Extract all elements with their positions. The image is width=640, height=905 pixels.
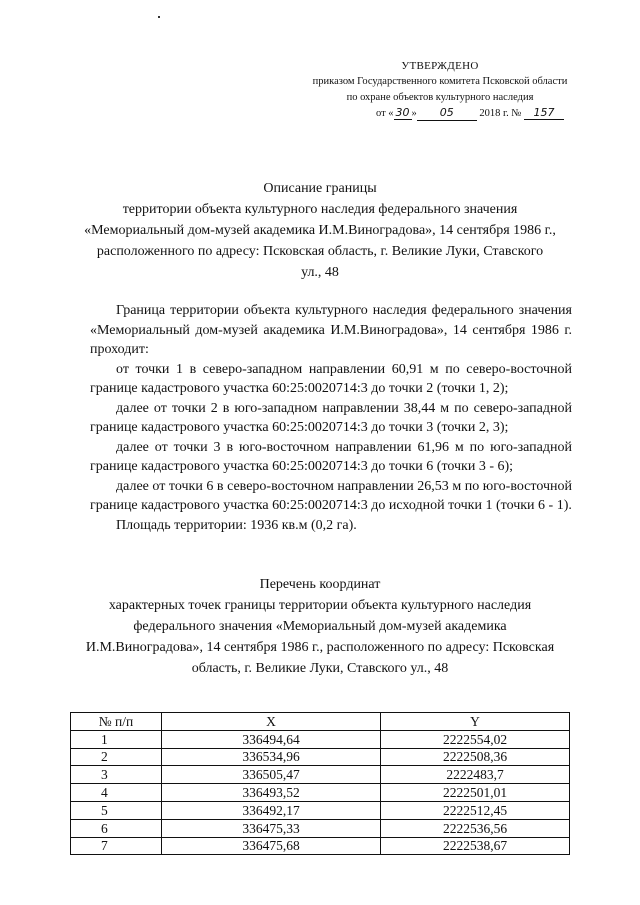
description-title-line: расположенного по адресу: Псковская область, г. Великие Луки, Ставского: [96, 244, 544, 259]
coords-title-line: И.М.Виноградова», 14 сентября 1986 г., расположенного по адресу: Псковская: [85, 640, 555, 655]
cell-y: 2222512,45: [381, 801, 570, 819]
boundary-segment: далее от точки 6 в северо-восточном направлении 26,53 м по юго-восточной границе кадастрового участка 60:25:0020714:3 до исходной точки 1 (точки 6 - 1).: [90, 478, 572, 513]
coords-title-line: Перечень координат: [259, 577, 381, 592]
description-title-line: Описание границы: [263, 181, 377, 196]
coords-title-line: федерального значения «Мемориальный дом-музей академика: [133, 619, 507, 634]
boundary-segment: далее от точки 3 в юго-восточном направлении 61,96 м по юго-западной границе кадастрового участка 60:25:0020714:3 до точки 6 (точки 3 - 6);: [90, 439, 572, 474]
header-number: № п/п: [71, 713, 162, 731]
date-month-field: [417, 107, 477, 121]
cell-y: 2222483,7: [381, 766, 570, 784]
date-year: 2018 г. №: [479, 108, 522, 119]
scan-speck: [158, 16, 160, 18]
date-mid: »: [411, 108, 417, 119]
cell-y: 2222536,56: [381, 819, 570, 837]
table-row: [71, 819, 570, 837]
description-title-line: ул., 48: [301, 265, 339, 280]
description-title-line: «Мемориальный дом-музей академика И.М.Виноградова», 14 сентября 1986 г.,: [84, 223, 556, 238]
table-header-row: [71, 713, 570, 731]
approval-stamp: [280, 58, 600, 122]
boundary-segment: от точки 1 в северо-западном направлении 60,91 м по северо-восточной границе кадастрового участка 60:25:0020714:3 до точки 2 (точки 1, 2);: [90, 361, 572, 396]
cell-number: 1: [71, 730, 162, 748]
header-x: X: [162, 713, 381, 731]
table-row: [71, 730, 570, 748]
coords-title: [70, 574, 570, 679]
coords-title-line: область, г. Великие Луки, Ставского ул., 48: [191, 661, 449, 676]
cell-x: 336475,33: [162, 819, 381, 837]
cell-number: 7: [71, 837, 162, 855]
cell-x: 336475,68: [162, 837, 381, 855]
approval-line-2: по охране объектов культурного наследия: [346, 92, 534, 103]
cell-x: 336494,64: [162, 730, 381, 748]
cell-number: 6: [71, 819, 162, 837]
table-row: [71, 766, 570, 784]
table-row: [71, 784, 570, 802]
header-y: Y: [381, 713, 570, 731]
cell-x: 336505,47: [162, 766, 381, 784]
boundary-description: [90, 301, 572, 535]
territory-area: Площадь территории: 1936 кв.м (0,2 га).: [116, 517, 357, 533]
cell-number: 4: [71, 784, 162, 802]
order-number: 157: [524, 107, 564, 120]
cell-y: 2222538,67: [381, 837, 570, 855]
cell-number: 5: [71, 801, 162, 819]
description-title: [70, 178, 570, 283]
cell-x: 336534,96: [162, 748, 381, 766]
date-day: 30: [395, 106, 410, 119]
table-row: [71, 837, 570, 855]
cell-x: 336492,17: [162, 801, 381, 819]
date-prefix: от «: [375, 108, 394, 119]
boundary-segment: далее от точки 2 в юго-западном направлении 38,44 м по северо-западной границе кадастрового участка 60:25:0020714:3 до точки 3 (точки 2, 3);: [90, 400, 572, 435]
approval-date-line: [280, 106, 600, 122]
coords-title-line: характерных точек границы территории объекта культурного наследия: [108, 598, 532, 613]
table-row: [71, 801, 570, 819]
cell-y: 2222501,01: [381, 784, 570, 802]
cell-number: 2: [71, 748, 162, 766]
approval-heading: УТВЕРЖДЕНО: [401, 60, 479, 72]
coordinates-table: [70, 712, 570, 855]
description-title-line: территории объекта культурного наследия федерального значения: [122, 202, 518, 217]
cell-x: 336493,52: [162, 784, 381, 802]
cell-number: 3: [71, 766, 162, 784]
approval-line-1: приказом Государственного комитета Псковской области: [312, 76, 568, 87]
date-month: 05: [439, 106, 454, 119]
table-row: [71, 748, 570, 766]
boundary-intro: Граница территории объекта культурного наследия федерального значения «Мемориальный дом-музей академика И.М.Виноградова», 14 сентября 1986 г. проходит:: [90, 303, 572, 357]
cell-y: 2222554,02: [381, 730, 570, 748]
cell-y: 2222508,36: [381, 748, 570, 766]
